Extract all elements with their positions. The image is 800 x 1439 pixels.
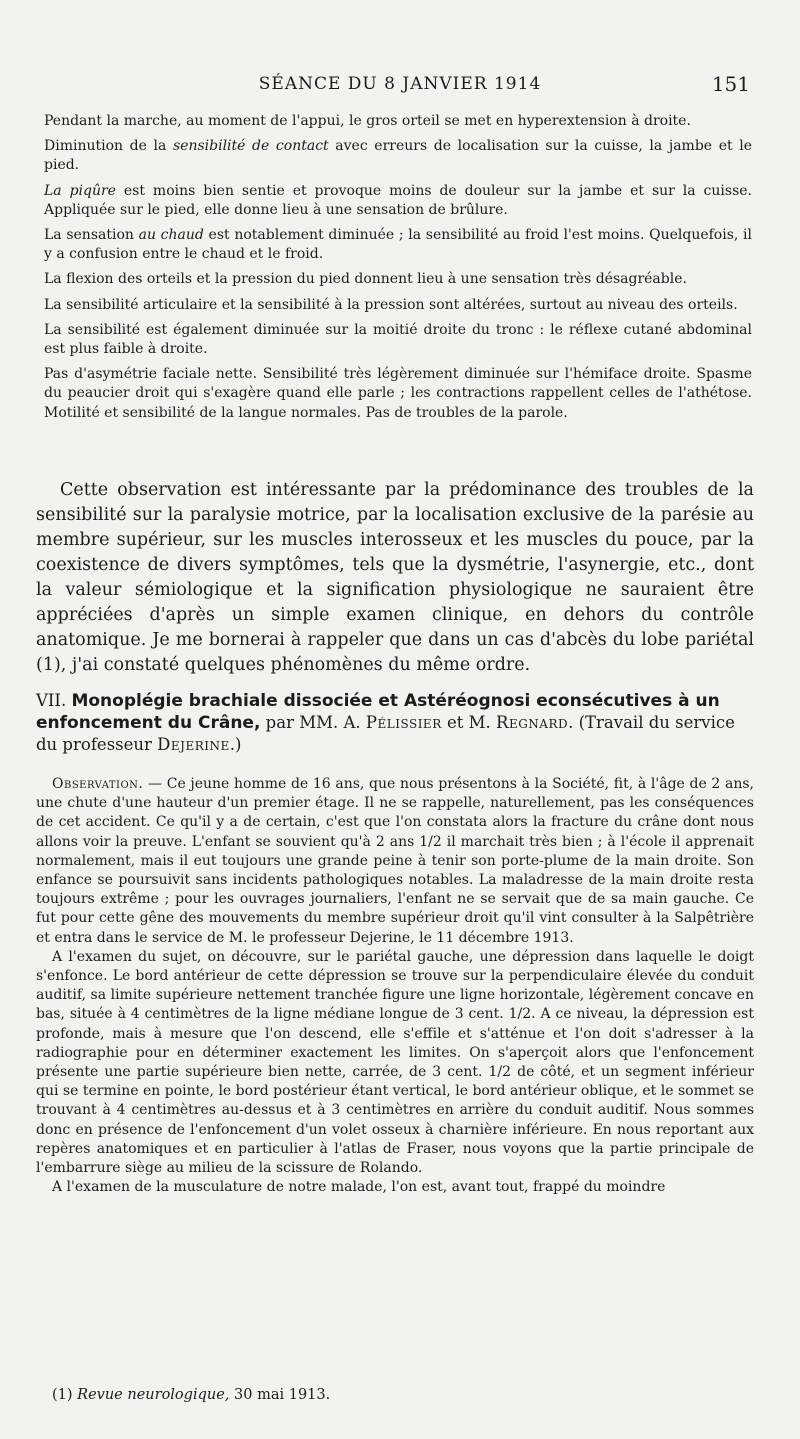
running-title: SÉANCE DU 8 JANVIER 1914	[258, 74, 542, 94]
discussion-block	[36, 478, 754, 678]
symptom-paragraph: Pendant la marche, au moment de l'appui, le gros orteil se met en hyperextension à droite.	[44, 113, 691, 129]
professor-name: Dejerine	[157, 735, 230, 754]
author-name: Pélissier	[365, 713, 442, 732]
footnote-source: Revue neurologique,	[72, 1387, 230, 1403]
observation-paragraph: Observation. — Ce jeune homme de 16 ans, que nous présentons à la Société, fit, à l'âge de 2 ans, une chute d'une hauteur d'un premier étage. Il ne se rappelle, naturellement, pas les conséquences de cet accident. Ce qu'il y a de certain, c'est que l'on constata alors la fracture du crâne dont nous allons voir la preuve. L'enfant se souvient qu'à 2 ans 1/2 il marchait très bien ; à l'école il apprenait normalement, mais il eut toujours une grande peine à tenir son porte-plume de la main droite. Son enfance se poursuivit sans incidents pathologiques notables. La maladresse de la main droite resta toujours extrême ; pour les ouvrages journaliers, l'enfant ne se servait que de sa main gauche. Ce fut pour cette gêne des mouvements du membre supérieur droit qu'il vint consulter à la Salpêtrière et entra dans le service de M. le professeur Dejerine, le 11 décembre 1913.	[36, 776, 754, 946]
symptom-paragraph: La sensibilité articulaire et la sensibilité à la pression sont altérées, surtout au niveau des orteils.	[44, 296, 738, 313]
section-title: Monoplégie brachiale dissociée et Astéréognosi econsécutives à un enfoncement du Crâne,	[36, 691, 720, 733]
footnote-mark: (1)	[52, 1387, 73, 1403]
discussion-paragraph: Cette observation est intéressante par la prédominance des troubles de la sensibilité sur la paralysie motrice, par la localisation exclusive de la parésie au membre supérieur, sur les muscles interosseux et les muscles du pouce, par la coexistence de divers symptômes, tels que la dysmétrie, l'asynergie, etc., dont la valeur sémiologique et la signification physiologique ne sauraient être appréciées d'après un simple examen clinique, en dehors du contrôle anatomique. Je me bornerai à rappeler que dans un cas d'abcès du lobe pariétal (1), j'ai constaté quelques phénomènes du même ordre.	[36, 480, 754, 675]
symptom-paragraph: Diminution de la sensibilité de contact avec erreurs de localisation sur la cuisse, la jambe et le pied.	[44, 138, 752, 174]
symptom-paragraph: Pas d'asymétrie faciale nette. Sensibilité très légèrement diminuée sur l'hémiface droite. Spasme du peaucier droit qui s'exagère quand elle parle ; les contractions rappellent celles de l'athétose. Motilité et sensibilité de la langue normales. Pas de troubles de la parole.	[44, 366, 752, 421]
page-number: 151	[711, 72, 750, 96]
exam-paragraph: A l'examen du sujet, on découvre, sur le pariétal gauche, une dépression dans laquelle le doigt s'enfonce. Le bord antérieur de cette dépression se trouve sur la perpendiculaire élevée du conduit auditif, sa limite supérieure nettement tranchée figure une ligne horizontale, légèrement concave en bas, située à 4 centimètres de la ligne médiane longue de 3 cent. 1/2. A ce niveau, la dépression est profonde, mais à mesure que l'on descend, elle s'effile et s'atténue et l'on doit s'adresser à la radiographie pour en déterminer exactement les limites. On s'aperçoit alors que l'enfoncement présente une partie supérieure bien nette, carrée, de 3 cent. 1/2 de côté, et un segment inférieur qui se termine en pointe, le bord postérieur étant vertical, le bord antérieur oblique, et le sommet se trouvant à 4 centimètres au-dessus et à 3 centimètres en arrière du conduit auditif. Nous sommes donc en présence de l'enfoncement d'un volet osseux à charnière inférieure. En nous reportant aux repères anatomiques et en particulier à l'atlas de Fraser, nous voyons que la partie principale de l'embarrure siège au milieu de la scissure de Rolando.	[36, 948, 754, 1177]
symptom-paragraph: La sensibilité est également diminuée sur la moitié droite du tronc : le réflexe cutané abdominal est plus faible à droite.	[44, 321, 752, 358]
footnote	[52, 1387, 752, 1403]
observation-block	[36, 775, 754, 1197]
page-header	[0, 72, 800, 102]
symptoms-block	[44, 112, 752, 429]
symptom-paragraph: La sensation au chaud est notablement diminuée ; la sensibilité au froid l'est moins. Quelquefois, il y a confusion entre le chaud et le froid.	[44, 227, 752, 263]
section-heading: VII. Monoplégie brachiale dissociée et Astéréognosi econsécutives à un enfoncement du Crâne, par MM. A. Pélissier et M. Regnard. (Travail du service du professeur Dejerine.)	[36, 691, 735, 754]
symptom-paragraph: La flexion des orteils et la pression du pied donnent lieu à une sensation très désagréable.	[44, 271, 687, 288]
symptom-paragraph: La piqûre est moins bien sentie et provoque moins de douleur sur la jambe et sur la cuisse. Appliquée sur le pied, elle donne lieu à une sensation de brûlure.	[44, 182, 752, 218]
observation-label: Observation.	[52, 776, 144, 792]
footnote-date: 30 mai 1913.	[229, 1387, 331, 1403]
section-number: VII.	[36, 691, 67, 710]
author-name: Regnard	[496, 713, 569, 732]
exam-paragraph-continued: A l'examen de la musculature de notre malade, l'on est, avant tout, frappé du moindre	[52, 1179, 666, 1196]
